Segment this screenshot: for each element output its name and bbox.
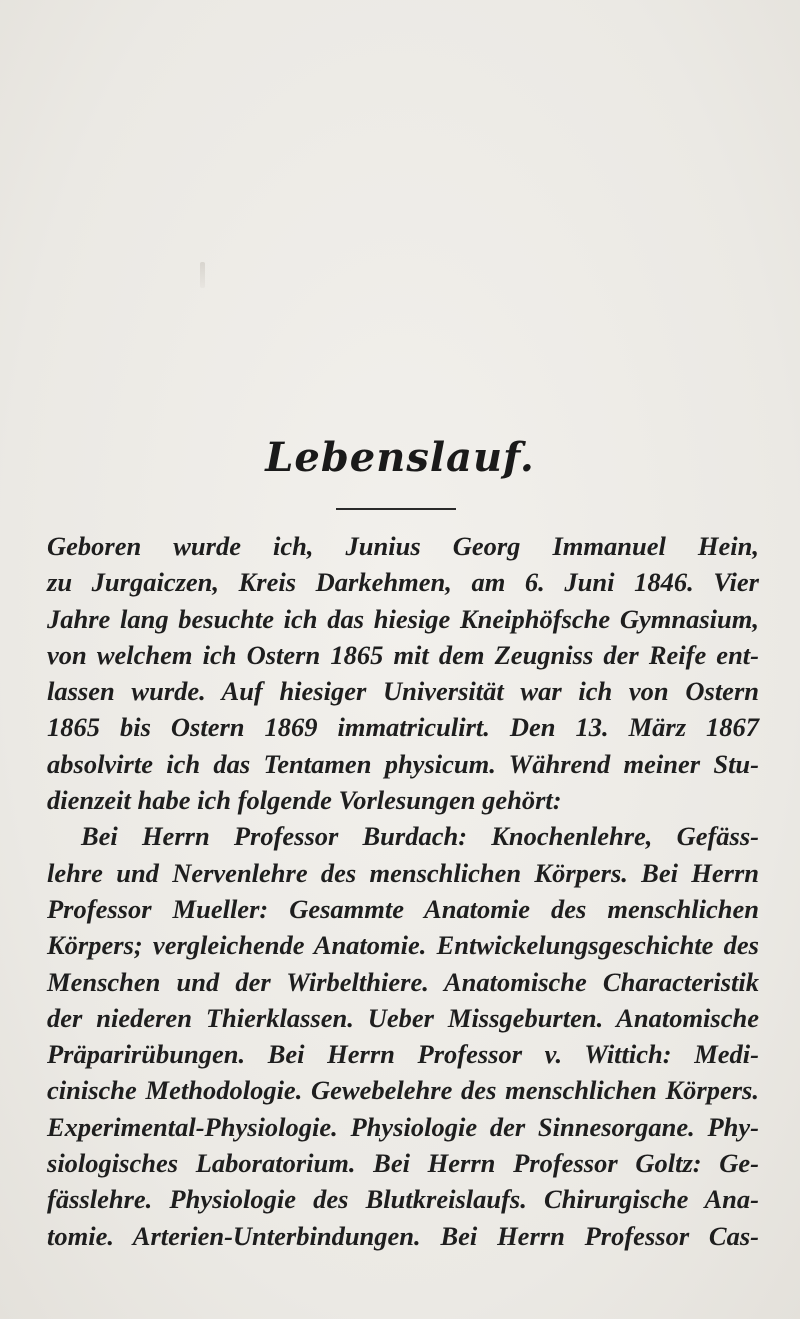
text-line: lehre und Nervenlehre des menschlichen Körpers. Bei Herrn bbox=[47, 857, 759, 888]
text-line: Präparirübungen. Bei Herrn Professor v. Wittich: Medi- bbox=[47, 1039, 759, 1070]
text-line: Geboren wurde ich, Junius Georg Immanuel Hein, bbox=[47, 531, 759, 561]
text-line: lassen wurde. Auf hiesiger Universität war ich von Ostern bbox=[47, 676, 759, 707]
biography-text bbox=[47, 528, 759, 1254]
heading-rule bbox=[336, 508, 456, 510]
text-line: Menschen und der Wirbelthiere. Anatomische Characteristik bbox=[47, 966, 759, 997]
text-line: 1865 bis Ostern 1869 immatriculirt. Den 13. März 1867 bbox=[47, 712, 759, 743]
text-line: fässlehre. Physiologie des Blutkreislaufs. Chirurgische Ana- bbox=[47, 1184, 759, 1215]
text-line: Experimental-Physiologie. Physiologie der Sinnesorgane. Phy- bbox=[47, 1111, 759, 1142]
text-line: dienzeit habe ich folgende Vorlesungen gehört: bbox=[47, 785, 562, 816]
text-line: tomie. Arterien-Unterbindungen. Bei Herrn Professor Cas- bbox=[47, 1220, 759, 1251]
text-line: Körpers; vergleichende Anatomie. Entwickelungsgeschichte des bbox=[47, 930, 759, 961]
text-line: zu Jurgaiczen, Kreis Darkehmen, am 6. Juni 1846. Vier bbox=[47, 567, 759, 598]
text-line: Bei Herrn Professor Burdach: Knochenlehre, Gefäss- bbox=[81, 821, 759, 852]
text-line: absolvirte ich das Tentamen physicum. Während meiner Stu- bbox=[47, 748, 759, 779]
text-line: Professor Mueller: Gesammte Anatomie des menschlichen bbox=[47, 893, 759, 924]
text-line: der niederen Thierklassen. Ueber Missgeburten. Anatomische bbox=[47, 1002, 759, 1033]
text-line: von welchem ich Ostern 1865 mit dem Zeugniss der Reife ent- bbox=[47, 639, 759, 670]
text-line: cinische Methodologie. Gewebelehre des menschlichen Körpers. bbox=[47, 1075, 759, 1106]
text-line: siologisches Laboratorium. Bei Herrn Professor Goltz: Ge- bbox=[47, 1148, 759, 1179]
page-heading: Lebenslauf. bbox=[265, 434, 535, 481]
text-line: Jahre lang besuchte ich das hiesige Kneiphöfsche Gymnasium, bbox=[47, 603, 759, 634]
paper-mark bbox=[200, 262, 205, 288]
